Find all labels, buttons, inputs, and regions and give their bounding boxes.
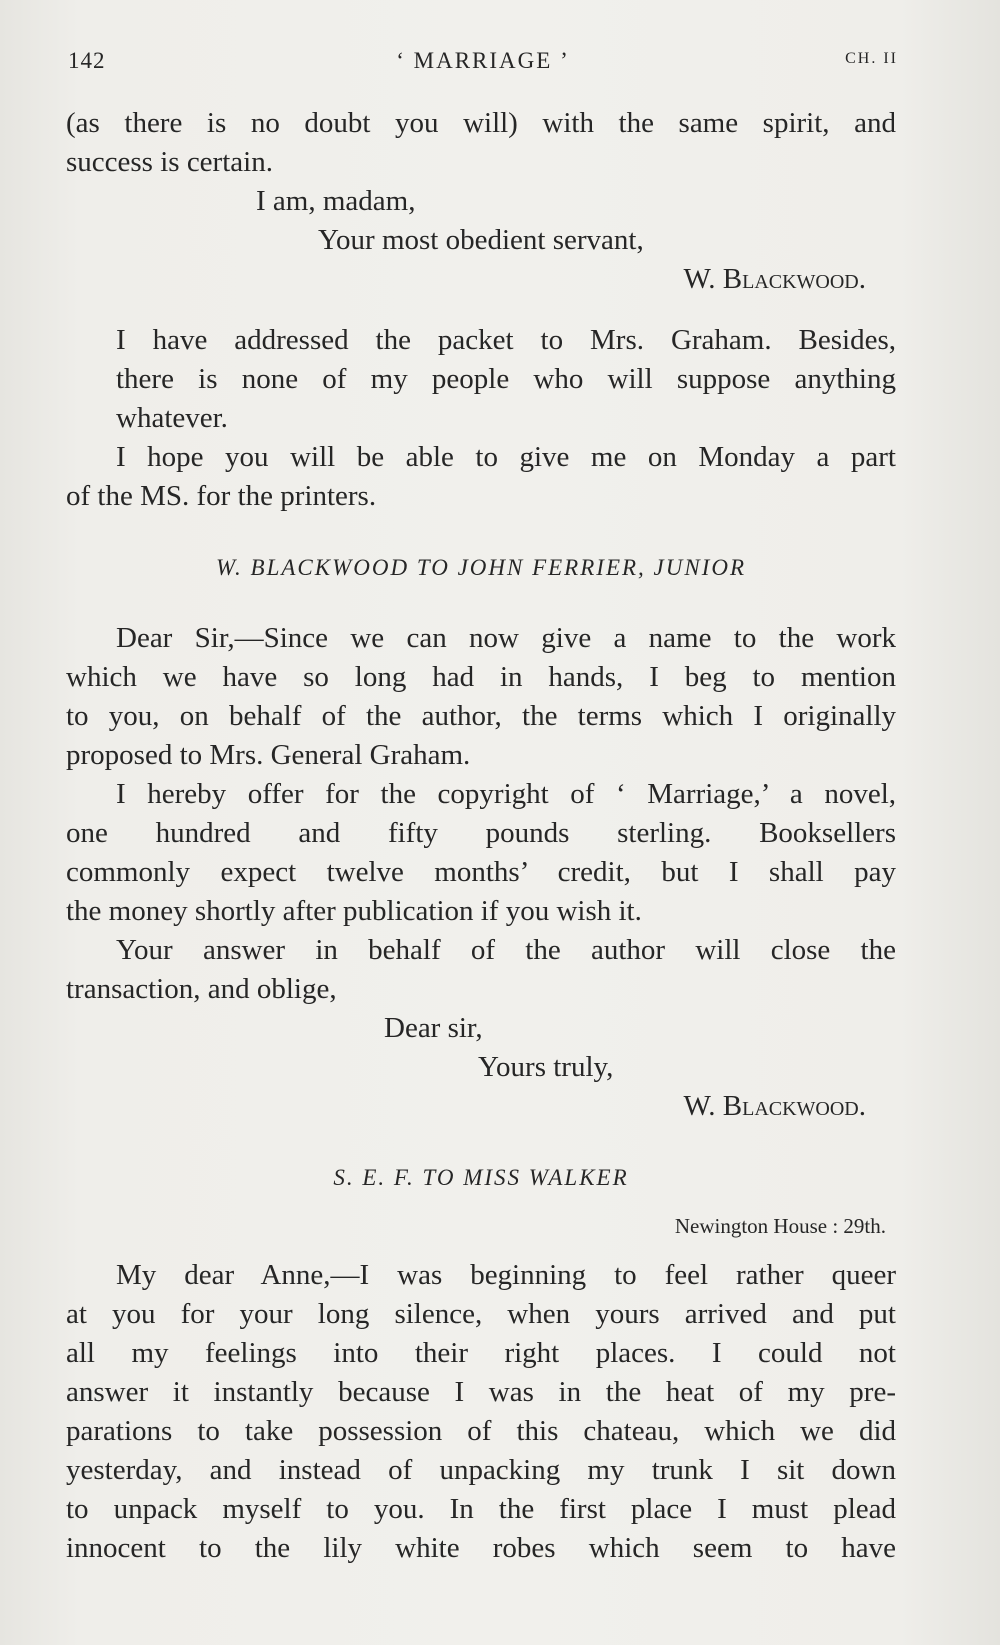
paragraph (66, 619, 896, 775)
text-line: Dear Sir,—Since we can now give a name to the work (116, 622, 896, 654)
paragraph (66, 438, 896, 516)
dateline: Newington House : 29th. (674, 1214, 886, 1238)
running-header (68, 48, 898, 82)
text-line: all my feelings into their right places. I could not (66, 1337, 896, 1369)
paragraph (66, 775, 896, 931)
text-line: to you, on behalf of the author, the terms which I originally (66, 700, 896, 732)
closing-salutation: I am, madam, (256, 185, 416, 217)
text-line: I hereby offer for the copyright of ‘ Marriage,’ a novel, (116, 778, 896, 810)
text-line: success is certain. (66, 146, 273, 178)
text-line: yesterday, and instead of unpacking my trunk I sit down (66, 1454, 896, 1486)
text-line: transaction, and oblige, (66, 973, 337, 1005)
text-line: I have addressed the packet to Mrs. Graham. Besides, (116, 324, 896, 356)
text-line: one hundred and fifty pounds sterling. Booksellers (66, 817, 896, 849)
text-line: parations to take possession of this chateau, which we did (66, 1415, 896, 1447)
text-line: Your answer in behalf of the author will close the (116, 934, 896, 966)
page-number: 142 (68, 48, 106, 73)
text-line: My dear Anne,—I was beginning to feel rather queer (116, 1259, 896, 1291)
text-line: at you for your long silence, when yours arrived and put (66, 1298, 896, 1330)
signature: W. Blackwood. (683, 1090, 866, 1122)
text-line: answer it instantly because I was in the heat of my pre- (66, 1376, 896, 1408)
letter-heading: W. BLACKWOOD TO JOHN FERRIER, JUNIOR (215, 555, 747, 580)
closing-salutation: Dear sir, (384, 1012, 483, 1044)
text-line: commonly expect twelve months’ credit, but I shall pay (66, 856, 896, 888)
chapter-label: CH. II (845, 50, 898, 67)
text-line: the money shortly after publication if you wish it. (66, 895, 642, 927)
paragraph (66, 321, 896, 438)
signature: W. Blackwood. (683, 263, 866, 295)
text-line: proposed to Mrs. General Graham. (66, 739, 471, 771)
running-title: ‘ MARRIAGE ’ (396, 48, 570, 73)
paragraph (66, 931, 896, 1009)
text-line: (as there is no doubt you will) with the same spirit, and (66, 107, 896, 139)
text-line: whatever. (116, 402, 228, 434)
paragraph (66, 1256, 896, 1568)
page-body (66, 104, 896, 1568)
text-line: to unpack myself to you. In the first place I must plead (66, 1493, 896, 1525)
text-line: of the MS. for the printers. (66, 480, 377, 512)
text-line: there is none of my people who will suppose anything (116, 363, 896, 395)
text-line: innocent to the lily white robes which seem to have (66, 1532, 896, 1564)
text-line: I hope you will be able to give me on Monday a part (116, 441, 896, 473)
closing-complimentary: Your most obedient servant, (318, 224, 644, 256)
letter-continuation (66, 104, 896, 182)
closing-complimentary: Yours truly, (478, 1051, 614, 1083)
letter-heading: S. E. F. TO MISS WALKER (333, 1165, 629, 1190)
text-line: which we have so long had in hands, I beg to mention (66, 661, 896, 693)
